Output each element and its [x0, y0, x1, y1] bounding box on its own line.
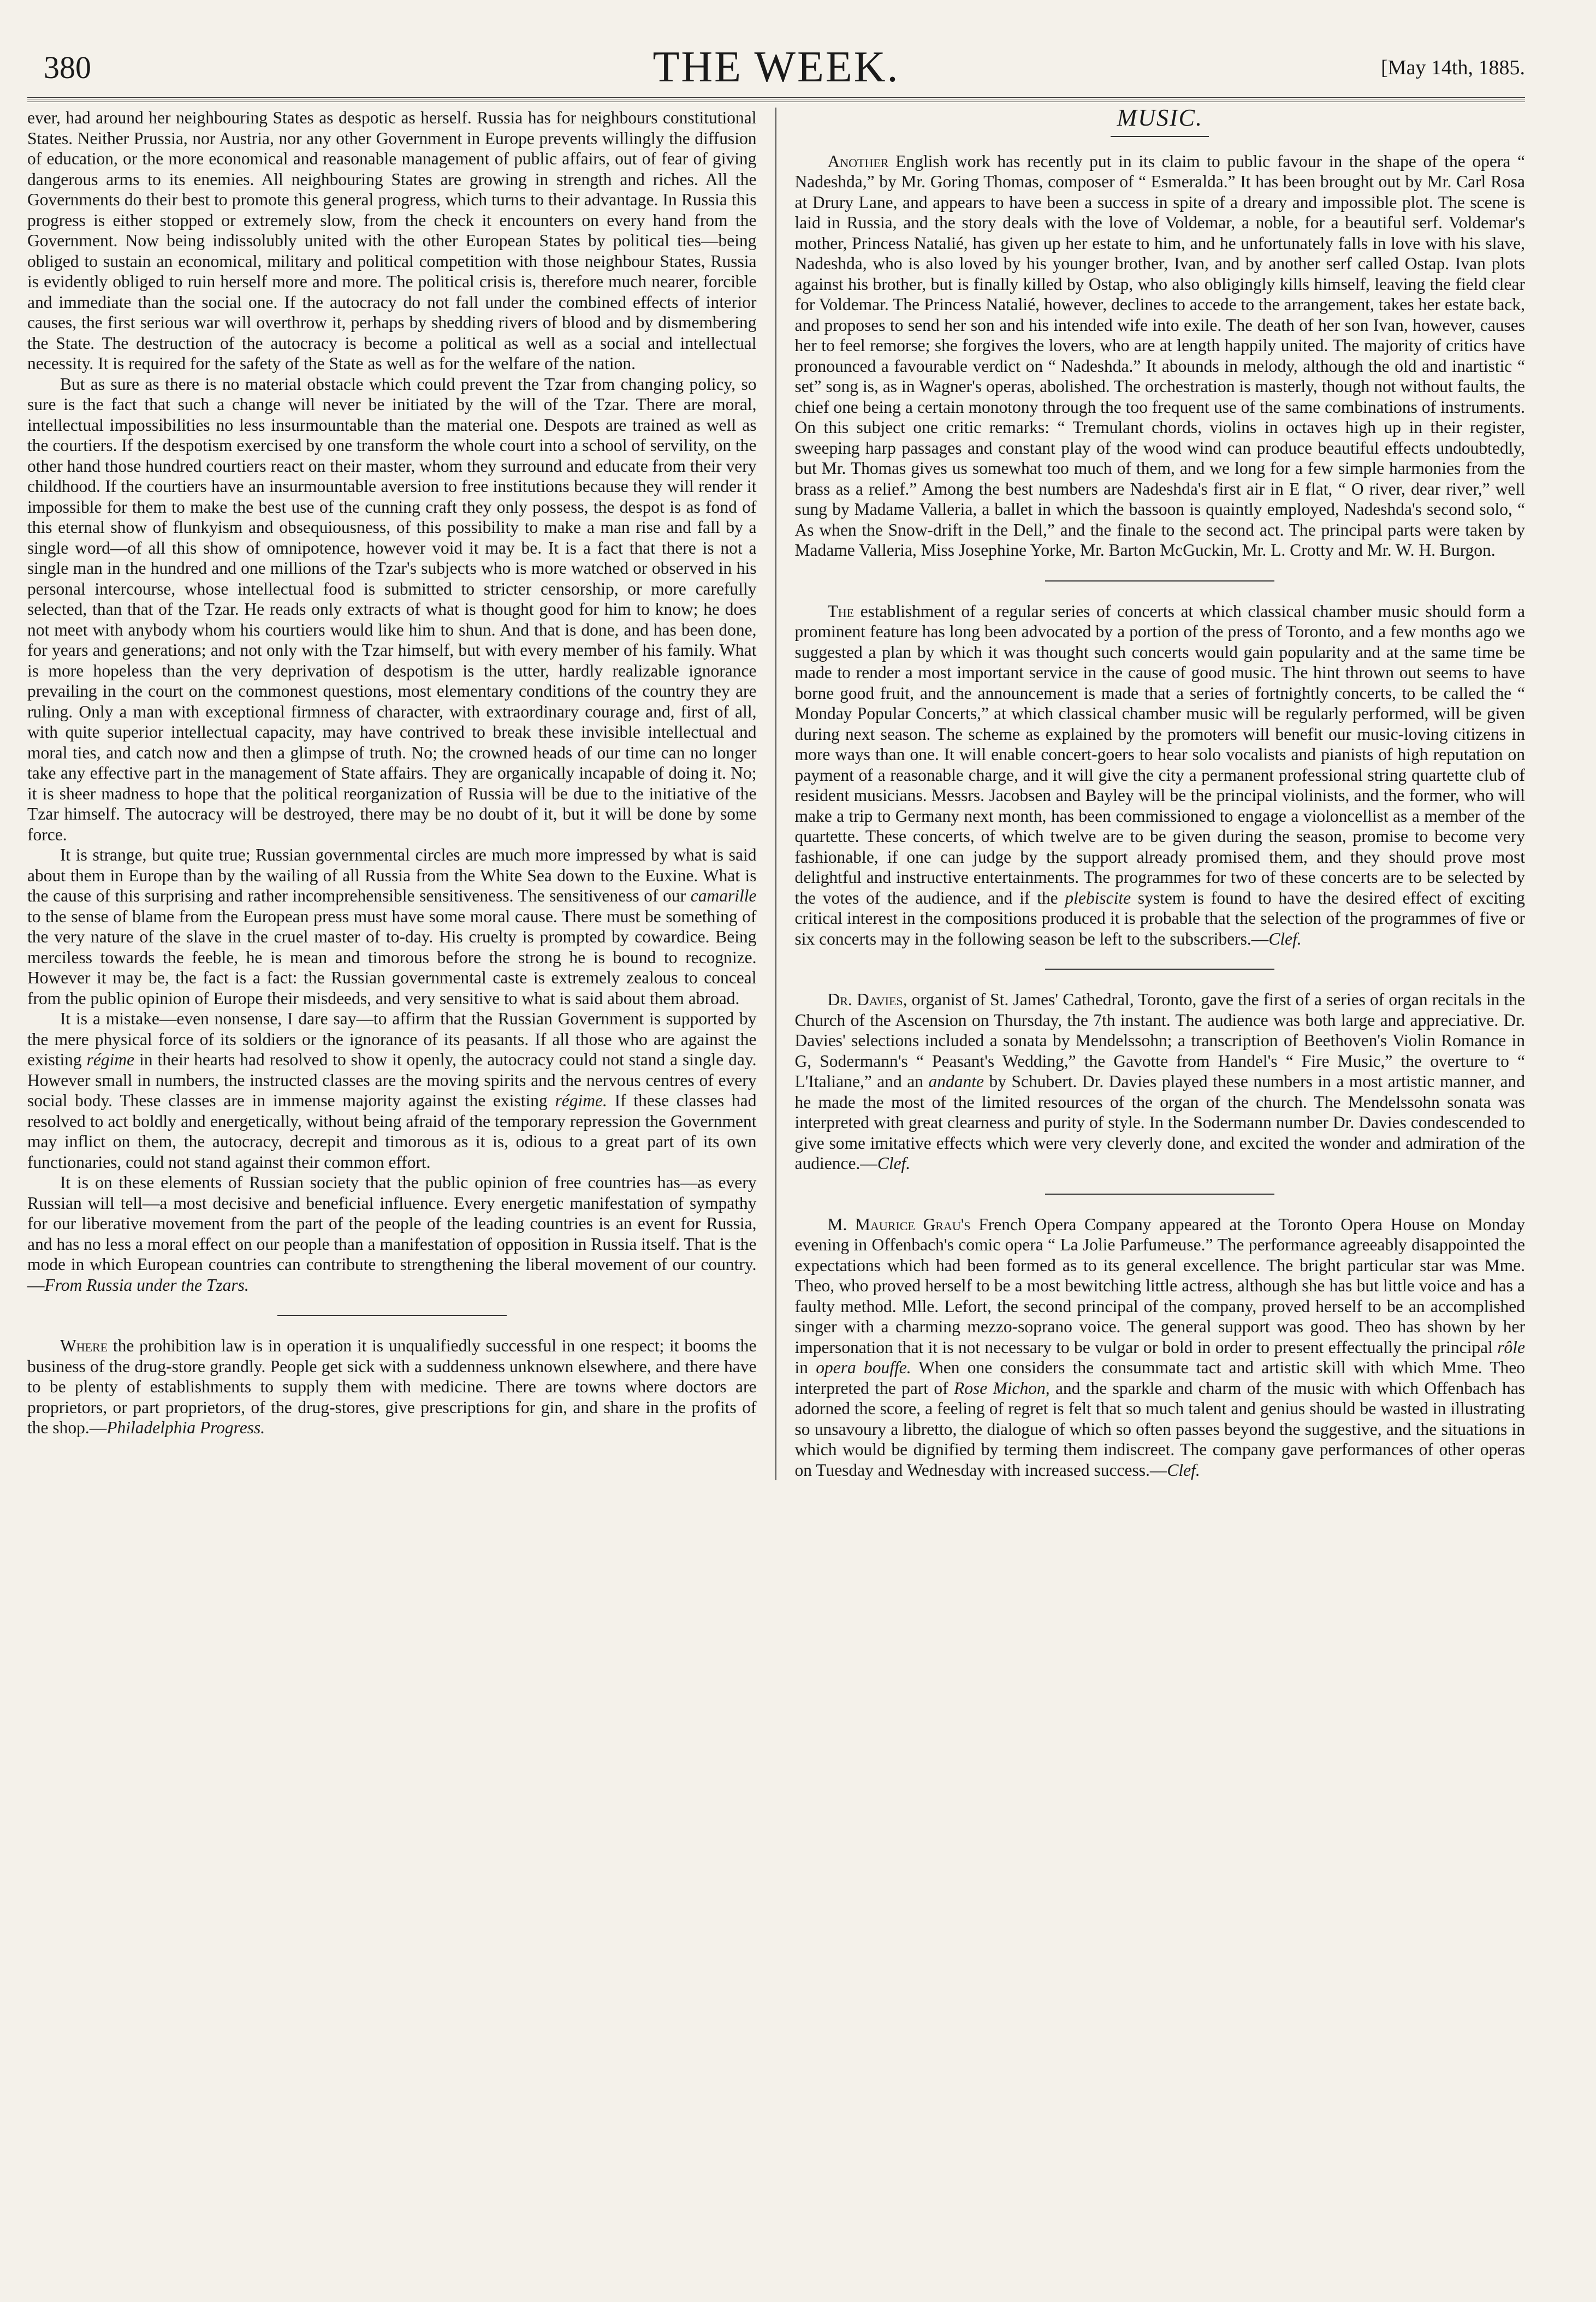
signature: Clef. — [1167, 1460, 1200, 1480]
title-rule — [1111, 136, 1209, 137]
article-paragraph: It is a mistake—even nonsense, I dare say—to affirm that the Russian Government is supported by the mere physical force of its soldiers or the ignorance of its peasants. If all those who are against the existing régime in their hearts had resolved to show it openly, the autocracy could not stand a single day. However small in numbers, the instructed classes are the moving spirits and the nervous centres of every social body. These classes are in immense majority against the existing régime. If these classes had resolved to act boldly and energetically, without being afraid of the temporary repression the Government may inflict on them, the autocracy, decrepit and timorous as it is, odious to a great part of its own functionaries, could not stand against their common effort. — [27, 1009, 757, 1172]
section-title-music: MUSIC. — [1117, 104, 1203, 131]
right-column — [776, 104, 1526, 1480]
music-paragraph: The establishment of a regular series of concerts at which classical chamber music should form a prominent feature has long been advocated by a portion of the press of Toronto, and a few months ago we suggested a plan by which it was thought such concerts would gain popularity and at the same time be made to render a most important service in the cause of good music. The hint thrown out seems to have borne good fruit, and the announcement is made that a series of fortnightly concerts, to be called the “ Monday Popular Concerts,” at which classical chamber music will be regularly performed, will be given during next season. The scheme as explained by the promoters will benefit our music-loving citizens in more ways than one. It will enable concert-goers to hear solo vocalists and pianists of high reputation on payment of a reasonable charge, and it will give the city a permanent professional string quartette club of resident musicians. Messrs. Jacobsen and Bayley will be the principal violinists, and the former, who will make a trip to Germany next month, has been commissioned to engage a violoncellist as a member of the quartette. These concerts, of which twelve are to be given during the season, promise to become very fashionable, if one can judge by the support already promised them, and they should prove most delightful and instructive entertainments. The programmes for two of these concerts are to be selected by the votes of the audience, and if the plebiscite system is found to have the desired effect of exciting critical interest in the compositions produced it is probable that the selection of the programmes of five or six concerts may in the following season be left to the subscribers.—Clef. — [794, 601, 1525, 948]
columns — [27, 104, 1526, 1480]
section-divider — [1045, 1194, 1274, 1195]
masthead-title: THE WEEK. — [652, 43, 900, 91]
section-divider — [1045, 969, 1274, 970]
article-paragraph: It is strange, but quite true; Russian governmental circles are much more impressed by what is said about them in Europe than by the wailing of all Russia from the White Sea down to the Euxine. What is the cause of this surprising and rather incomprehensible sensitiveness. The sensitiveness of our camarille to the sense of blame from the European press must have some moral cause. There must be something of the very nature of the slave in the cruel master of to-day. His cruelty is prompted by cowardice. Being merciless towards the feeble, he is mean and timorous before the strong he is bound to recognize. However it may be, the fact is a fact: the Russian governmental caste is extremely zealous to conceal from the public opinion of Europe their misdeeds, and very sensitive to what is said about them abroad. — [27, 845, 757, 1008]
article-paragraph: Where the prohibition law is in operation it is unqualifiedly successful in one respect; it booms the business of the drug-store grandly. People get sick with a suddenness unknown elsewhere, and there have to be plenty of establishments to supply them with medicine. There are towns where doctors are proprietors, or part proprietors, of the drug-stores, give prescriptions for gin, and share in the profits of the shop.—Philadelphia Progress. — [27, 1336, 757, 1437]
header-rule — [27, 97, 1525, 102]
page-header — [27, 38, 1525, 93]
left-column — [27, 108, 776, 1480]
music-paragraph: Dr. Davies, organist of St. James' Cathedral, Toronto, gave the first of a series of organ recitals in the Church of the Ascension on Thursday, the 7th instant. The audience was both large and appreciative. Dr. Davies' selections included a sonata by Mendelssohn; a transcription of Beethoven's Violin Romance in G, Sodermann's “ Peasant's Wedding,” the Gavotte from Handel's “ Fire Music,” the overture to “ L'Italiane,” and an andante by Schubert. Dr. Davies played these numbers in a most artistic manner, and he made the most of the limited resources of the organ of the church. The Mendelssohn sonata was interpreted with great clearness and purity of style. In the Sodermann number Dr. Davies condescended to give some imitative effects which were very cleverly done, and excited the wonder and admiration of the audience.—Clef. — [794, 990, 1525, 1173]
section-divider — [277, 1315, 507, 1316]
article-paragraph: ever, had around her neighbouring States as despotic as herself. Russia has for neighbours constitutional States. Neither Prussia, nor Austria, nor any other Government in Europe prevents willingly the diffusion of education, or the more economical and reasonable management of public affairs, out of fear of giving dangerous arms to its enemies. All neighbouring States are growing in strength and riches. All the Governments do their best to promote this general progress, which turns to their advantage. In Russia this progress is either stopped or extremely slow, from the check it encounters on every hand from the Government. Now being indissolubly united with the other European States by political ties—being obliged to sustain an economical, military and political competition with those neighbour States, Russia is evidently obliged to ruin herself more and more. The political crisis is, therefore much nearer, forcible and immediate than the social one. If the autocracy do not fall under the combined effects of interior causes, the first serious war will overthrow it, perhaps by shedding rivers of blood and by dismembering the State. The destruction of the autocracy is become a political as well as a social and intellectual necessity. It is required for the safety of the State as well as for the welfare of the nation. — [27, 108, 757, 373]
article-paragraph: It is on these elements of Russian society that the public opinion of free countries has—as every Russian will tell—a most decisive and beneficial influence. Every energetic manifestation of sympathy for our liberative movement from the part of the people of the leading countries is an event for Russia, and has no less a moral effect on our people than a manifestation of opposition in Russia itself. That is the mode in which European countries can contribute to strengthening the liberal movement of our country.—From Russia under the Tzars. — [27, 1173, 757, 1295]
signature: Clef. — [877, 1154, 911, 1173]
section-divider — [1045, 580, 1274, 582]
music-paragraph: Another English work has recently put in its claim to public favour in the shape of the opera “ Nadeshda,” by Mr. Goring Thomas, composer of “ Esmeralda.” It has been brought out by Mr. Carl Rosa at Drury Lane, and appears to have been a success in spite of a dreary and impossible plot. The scene is laid in Russia, and the story deals with the love of Voldemar, a noble, for a beautiful serf. Voldemar's mother, Princess Natalié, has given up her estate to him, and he unfortunately falls in love with his slave, Nadeshda, who is also loved by his younger brother, Ivan, and by another serf called Ostap. Ivan plots against his brother, but is finally killed by Ostap, who also obligingly kills himself, leaving the field clear for Voldemar. The Princess Natalié, however, declines to accede to the arrangement, takes her estate back, and proposes to send her son and his intended wife into exile. The death of her son Ivan, however, causes her to feel remorse; she forgives the lovers, who are at length happily united. The majority of critics have pronounced a favourable verdict on “ Nadeshda.” It abounds in melody, although the old and inartistic “ set” song is, as in Wagner's operas, abolished. The orchestration is masterly, though not without faults, the chief one being a certain monotony through the too frequent use of the same combinations of instruments. On this subject one critic remarks: “ Tremulant chords, violins in octaves high up in their register, sweeping harp passages and constant play of the wood wind can produce beautiful effects undoubtedly, but Mr. Thomas gives us somewhat too much of them, and we long for a few simple harmonies from the brass as a relief.” Among the best numbers are Nadeshda's first air in E flat, “ O river, dear river,” well sung by Madame Valleria, a ballet in which the bassoon is quaintly employed, Nadeshda's second solo, “ As when the Snow-drift in the Dell,” and the finale to the second act. The principal parts were taken by Madame Valleria, Miss Josephine Yorke, Mr. Barton McGuckin, Mr. L. Crotty and Mr. W. H. Burgon. — [794, 151, 1525, 560]
page-number: 380 — [44, 50, 91, 85]
source-citation: From Russia under the Tzars. — [44, 1275, 249, 1295]
music-paragraph: M. Maurice Grau's French Opera Company appeared at the Toronto Opera House on Monday evening in Offenbach's comic opera “ La Jolie Parfumeuse.” The performance agreeably disappointed the expectations which had been formed as to its general excellence. The bright particular star was Mme. Theo, who proved herself to be a most bewitching little actress, although she has but little voice and has a faulty method. Mlle. Lefort, the second principal of the company, proved herself to be an accomplished singer with a charming mezzo-soprano voice. The general support was good. Theo has shown by her impersonation that it is not necessary to be vulgar or bold in order to present effectually the principal rôle in opera bouffe. When one considers the consummate tact and artistic skill with which Mme. Theo interpreted the part of Rose Michon, and the sparkle and charm of the music with which Offenbach has adorned the score, a feeling of regret is felt that so much talent and genius should be wasted in illustrating so unsavoury a libretto, the dialogue of which so often passes beyond the suggestive, and the situations in which would be dignified by terming them indiscreet. The company gave performances of other operas on Tuesday and Wednesday with increased success.—Clef. — [794, 1214, 1526, 1480]
issue-date: [May 14th, 1885. — [1381, 56, 1525, 79]
article-paragraph: But as sure as there is no material obstacle which could prevent the Tzar from changing policy, so sure is the fact that such a change will never be initiated by the will of the Tzar. There are moral, intellectual impossibilities no less insurmountable than the material one. Despots are trained as well as the courtiers. If the despotism exercised by one transform the whole court into a school of servility, on the other hand those hundred courtiers react on their master, whom they surround and educate from their very childhood. If the courtiers have an insurmountable aversion to free institutions because they will render it impossible for them to make the best use of the cunning craft they only possess, the despot is as fond of this eternal show of flunkyism and obsequiousness, of this possibility to make a man rise and fall by a single word—of all this show of omnipotence, however void it may be. It is a fact that there is not a single man in the hundred and one millions of the Tzar's subjects who is more watched or observed in his personal intercourse, whose intellectual food is submitted to stricter censorship, or more carefully selected, than that of the Tzar. He reads only extracts of what is thought good for him to know; he does not meet with anybody whom his courtiers would like him to shun. And that is done, and has been done, for years and generations; and not only with the Tzar himself, but with every member of his family. What is more hopeless than the very deprivation of despotism is the utter, hardly realizable ignorance prevailing in the court on the commonest questions, most elementary conditions of the country they are ruling. Only a man with exceptional firmness of character, with extraordinary courage and, first of all, with quite superior intellectual capacity, may have contrived to break these invisible intellectual and moral ties, and catch now and then a glimpse of truth. No; the crowned heads of our time can no longer take any effective part in the management of State affairs. They are organically incapable of doing it. No; it is sheer madness to hope that the political reorganization of Russia will be due to the initiative of the Tzar himself. The autocracy will be destroyed, there may be no doubt of it, but it will be done by some force. — [27, 374, 757, 844]
source-citation: Philadelphia Progress. — [106, 1418, 265, 1437]
signature: Clef. — [1268, 929, 1302, 948]
